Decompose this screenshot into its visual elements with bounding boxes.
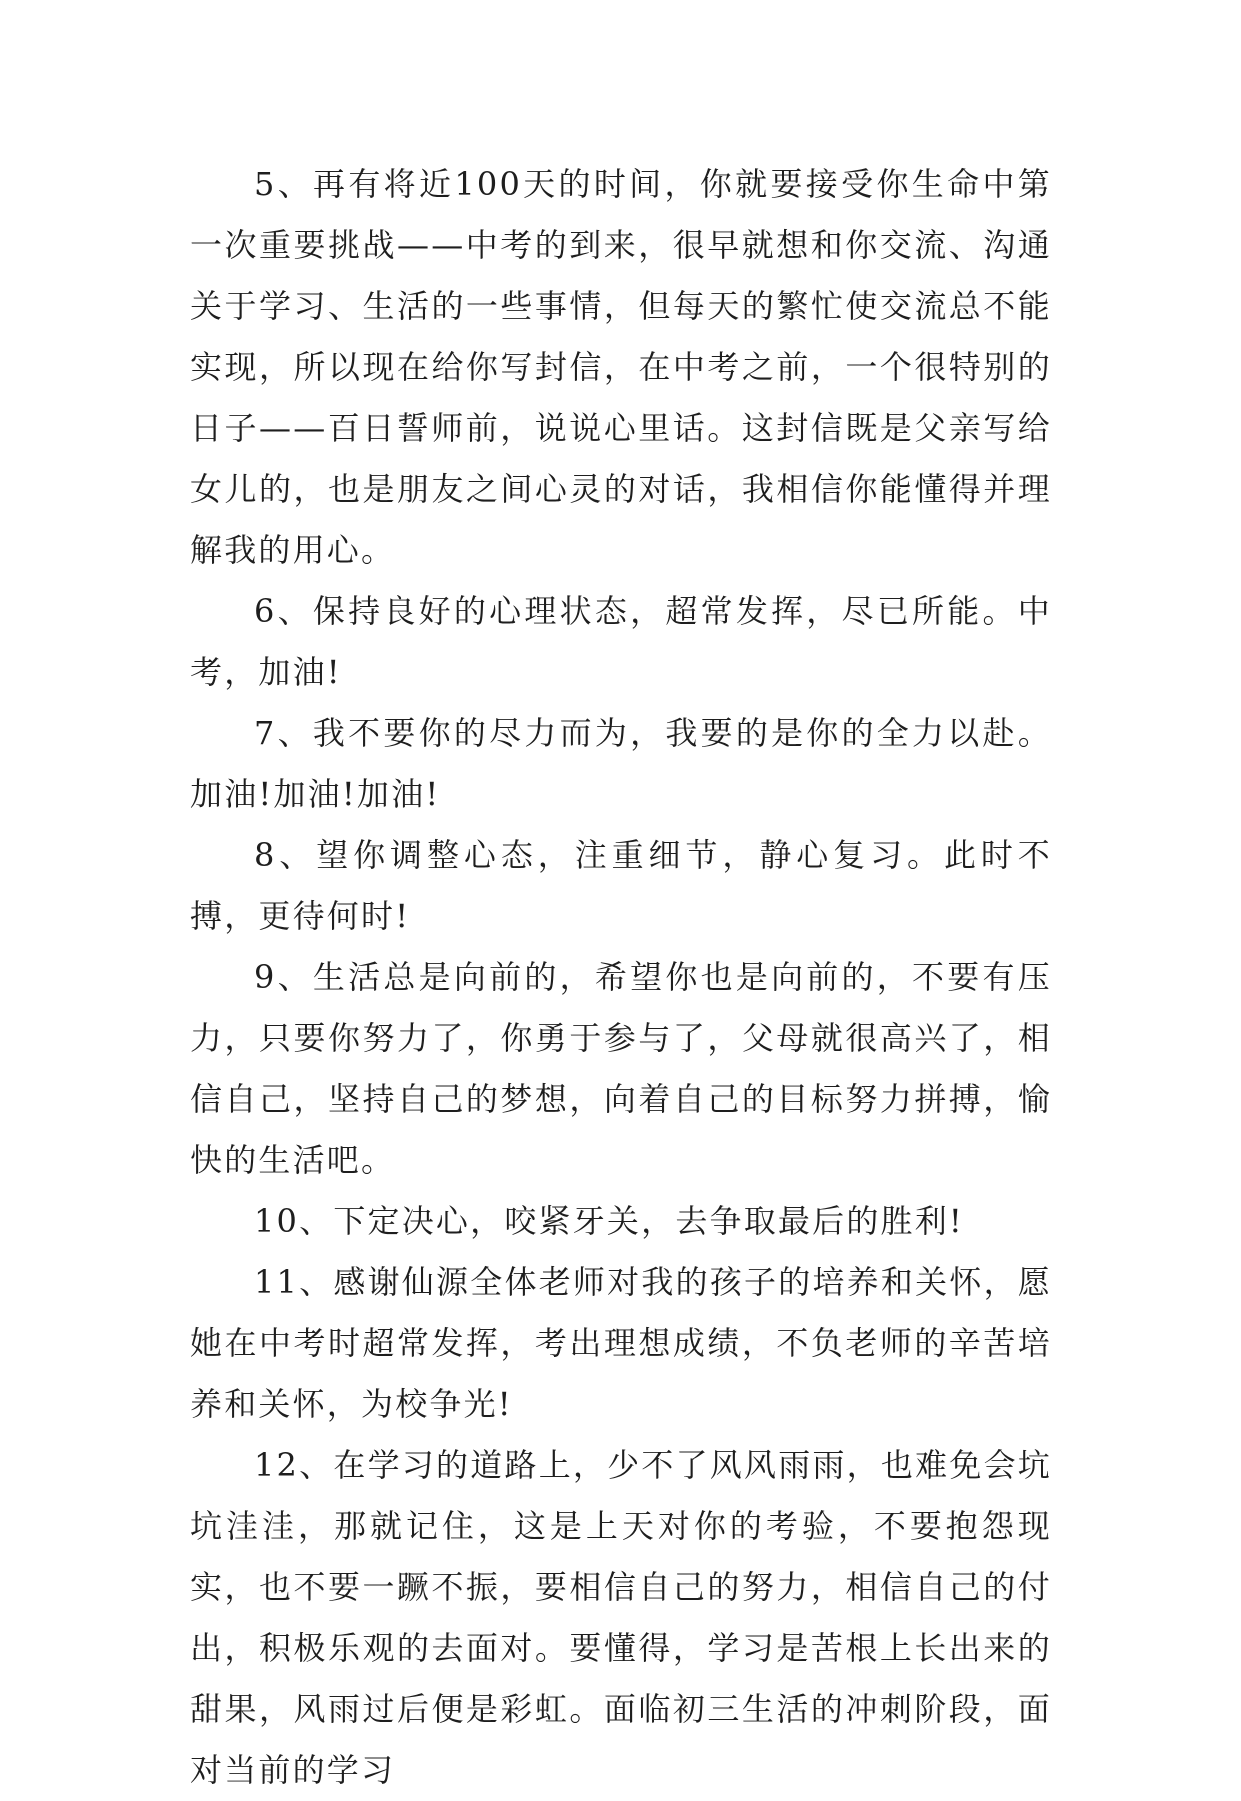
paragraph-10: 10、下定决心，咬紧牙关，去争取最后的胜利! bbox=[254, 1202, 964, 1240]
paragraph-8: 8、望你调整心态，注重细节，静心复习。此时不搏，更待何时! bbox=[190, 836, 1052, 935]
paragraph-6: 6、保持良好的心理状态，超常发挥，尽已所能。中考，加油! bbox=[190, 592, 1052, 691]
paragraph-5: 5、再有将近100天的时间，你就要接受你生命中第一次重要挑战——中考的到来，很早就想和你交流、沟通关于学习、生活的一些事情，但每天的繁忙使交流总不能实现，所以现在给你写封信，在中考之前，一个很特别的日子——百日誓师前，说说心里话。这封信既是父亲写给女儿的，也是朋友之间心灵的对话，我相信你能懂得并理解我的用心。 bbox=[190, 165, 1052, 569]
document-body bbox=[190, 154, 1052, 1801]
paragraph-9: 9、生活总是向前的，希望你也是向前的，不要有压力，只要你努力了，你勇于参与了，父母就很高兴了，相信自己，坚持自己的梦想，向着自己的目标努力拼搏，愉快的生活吧。 bbox=[190, 958, 1052, 1179]
paragraph-11: 11、感谢仙源全体老师对我的孩子的培养和关怀，愿她在中考时超常发挥，考出理想成绩，不负老师的辛苦培养和关怀，为校争光! bbox=[190, 1263, 1052, 1423]
paragraph-12: 12、在学习的道路上，少不了风风雨雨，也难免会坑坑洼洼，那就记住，这是上天对你的考验，不要抱怨现实，也不要一蹶不振，要相信自己的努力，相信自己的付出，积极乐观的去面对。要懂得，学习是苦根上长出来的甜果，风雨过后便是彩虹。面临初三生活的冲刺阶段，面对当前的学习 bbox=[190, 1446, 1052, 1789]
paragraph-7: 7、我不要你的尽力而为，我要的是你的全力以赴。加油!加油!加油! bbox=[190, 714, 1052, 813]
